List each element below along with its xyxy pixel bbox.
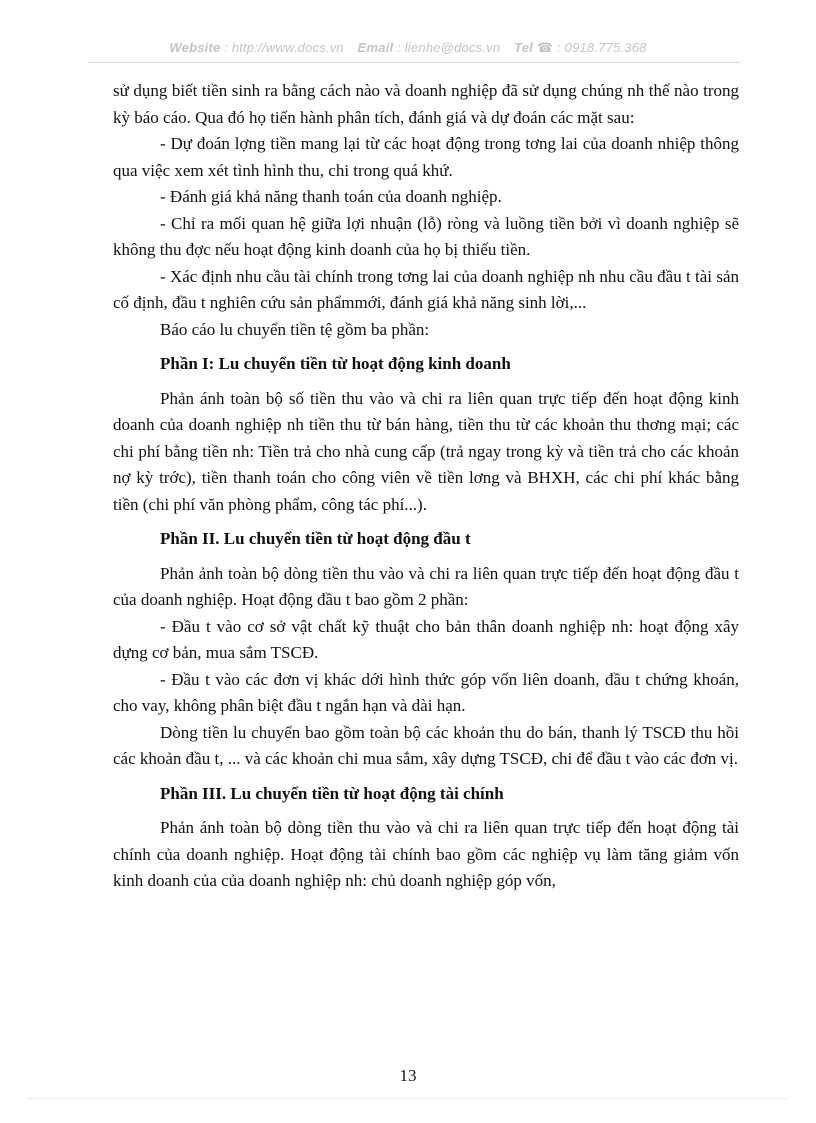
section-heading-3: Phần III. Lu chuyển tiền từ hoạt động tài chính [160, 783, 504, 803]
paragraph: sử dụng biết tiền sinh ra bằng cách nào và doanh nghiệp đã sử dụng chúng nh thế nào trong kỳ báo cáo. Qua đó họ tiến hành phân tích, đánh giá và dự đoán các mặt sau: [113, 81, 739, 127]
website-label: Website [169, 40, 221, 55]
header-divider [88, 62, 740, 63]
footer-divider [28, 1098, 788, 1099]
list-item: - Đầu t vào cơ sở vật chất kỹ thuật cho bản thân doanh nghiệp nh: hoạt động xây dựng cơ bản, mua sắm TSCĐ. [113, 616, 739, 662]
tel-number: ☎ : 0918.775.368 [536, 40, 647, 55]
list-item: - Chỉ ra mối quan hệ giữa lợi nhuận (lỗ) ròng và luồng tiền bởi vì doanh nghiệp sẽ không thu đợc nếu hoạt động kinh doanh của họ bị thiếu tiền. [113, 213, 739, 259]
paragraph: Báo cáo lu chuyển tiền tệ gồm ba phần: [160, 319, 430, 339]
document-body [113, 78, 739, 895]
paragraph: Phản ảnh toàn bộ dòng tiền thu vào và chi ra liên quan trực tiếp đến hoạt động đầu t của doanh nghiệp. Hoạt động đầu t bao gồm 2 phần: [113, 563, 739, 609]
section-heading-2: Phần II. Lu chuyển tiền từ hoạt động đầu t [160, 529, 471, 548]
section-heading-1: Phần I: Lu chuyển tiền từ hoạt động kinh doanh [160, 354, 511, 373]
tel-label: Tel [514, 40, 533, 55]
website-url[interactable]: : http://www.docs.vn [224, 40, 344, 55]
list-item: - Đầu t vào các đơn vị khác dới hình thức góp vốn liên doanh, đầu t chứng khoán, cho vay, không phân biệt đầu t ngắn hạn và dài hạn. [113, 669, 739, 715]
email-label: Email [357, 40, 394, 55]
list-item: - Xác định nhu cầu tài chính trong tơng lai của doanh nghiệp nh nhu cầu đầu t tài sản cố định, đầu t nghiên cứu sản phẩmmới, đánh giá khả năng sinh lời,... [113, 266, 739, 312]
email-address[interactable]: : lienhe@docs.vn [397, 40, 501, 55]
list-item: - Dự đoán lợng tiền mang lại từ các hoạt động trong tơng lai của doanh nhiệp thông qua việc xem xét tình hình thu, chi trong quá khứ. [113, 134, 739, 180]
paragraph: Phản ánh toàn bộ số tiền thu vào và chi ra liên quan trực tiếp đến hoạt động kinh doanh của doanh nghiệp nh tiền thu từ bán hàng, tiền thu từ các khoản thu thơng mại; các chi phí bằng tiền nh: Tiền trả cho nhà cung cấp (trả ngay trong kỳ và tiền trả cho các khoản nợ kỳ trớc), tiền thanh toán cho công viên về tiền lơng và BHXH, các chi phí khác bằng tiền (chi phí văn phòng phẩm, công tác phí...). [113, 388, 739, 514]
page-number: 13 [399, 1066, 417, 1085]
paragraph: Dòng tiền lu chuyển bao gồm toàn bộ các khoản thu do bán, thanh lý TSCĐ thu hồi các khoản đầu t, ... và các khoản chi mua sắm, xây dựng TSCĐ, chi để đầu t vào các đơn vị. [113, 722, 739, 768]
paragraph: Phản ánh toàn bộ dòng tiền thu vào và chi ra liên quan trực tiếp đến hoạt động tài chính của doanh nghiệp. Hoạt động tài chính bao gồm các nghiệp vụ làm tăng giảm vốn kinh doanh của của doanh nghiệp nh: chủ doanh nghiệp góp vốn, [113, 818, 739, 890]
page-header [0, 40, 816, 56]
list-item: - Đánh giá khả năng thanh toán của doanh nghiệp. [160, 187, 502, 206]
